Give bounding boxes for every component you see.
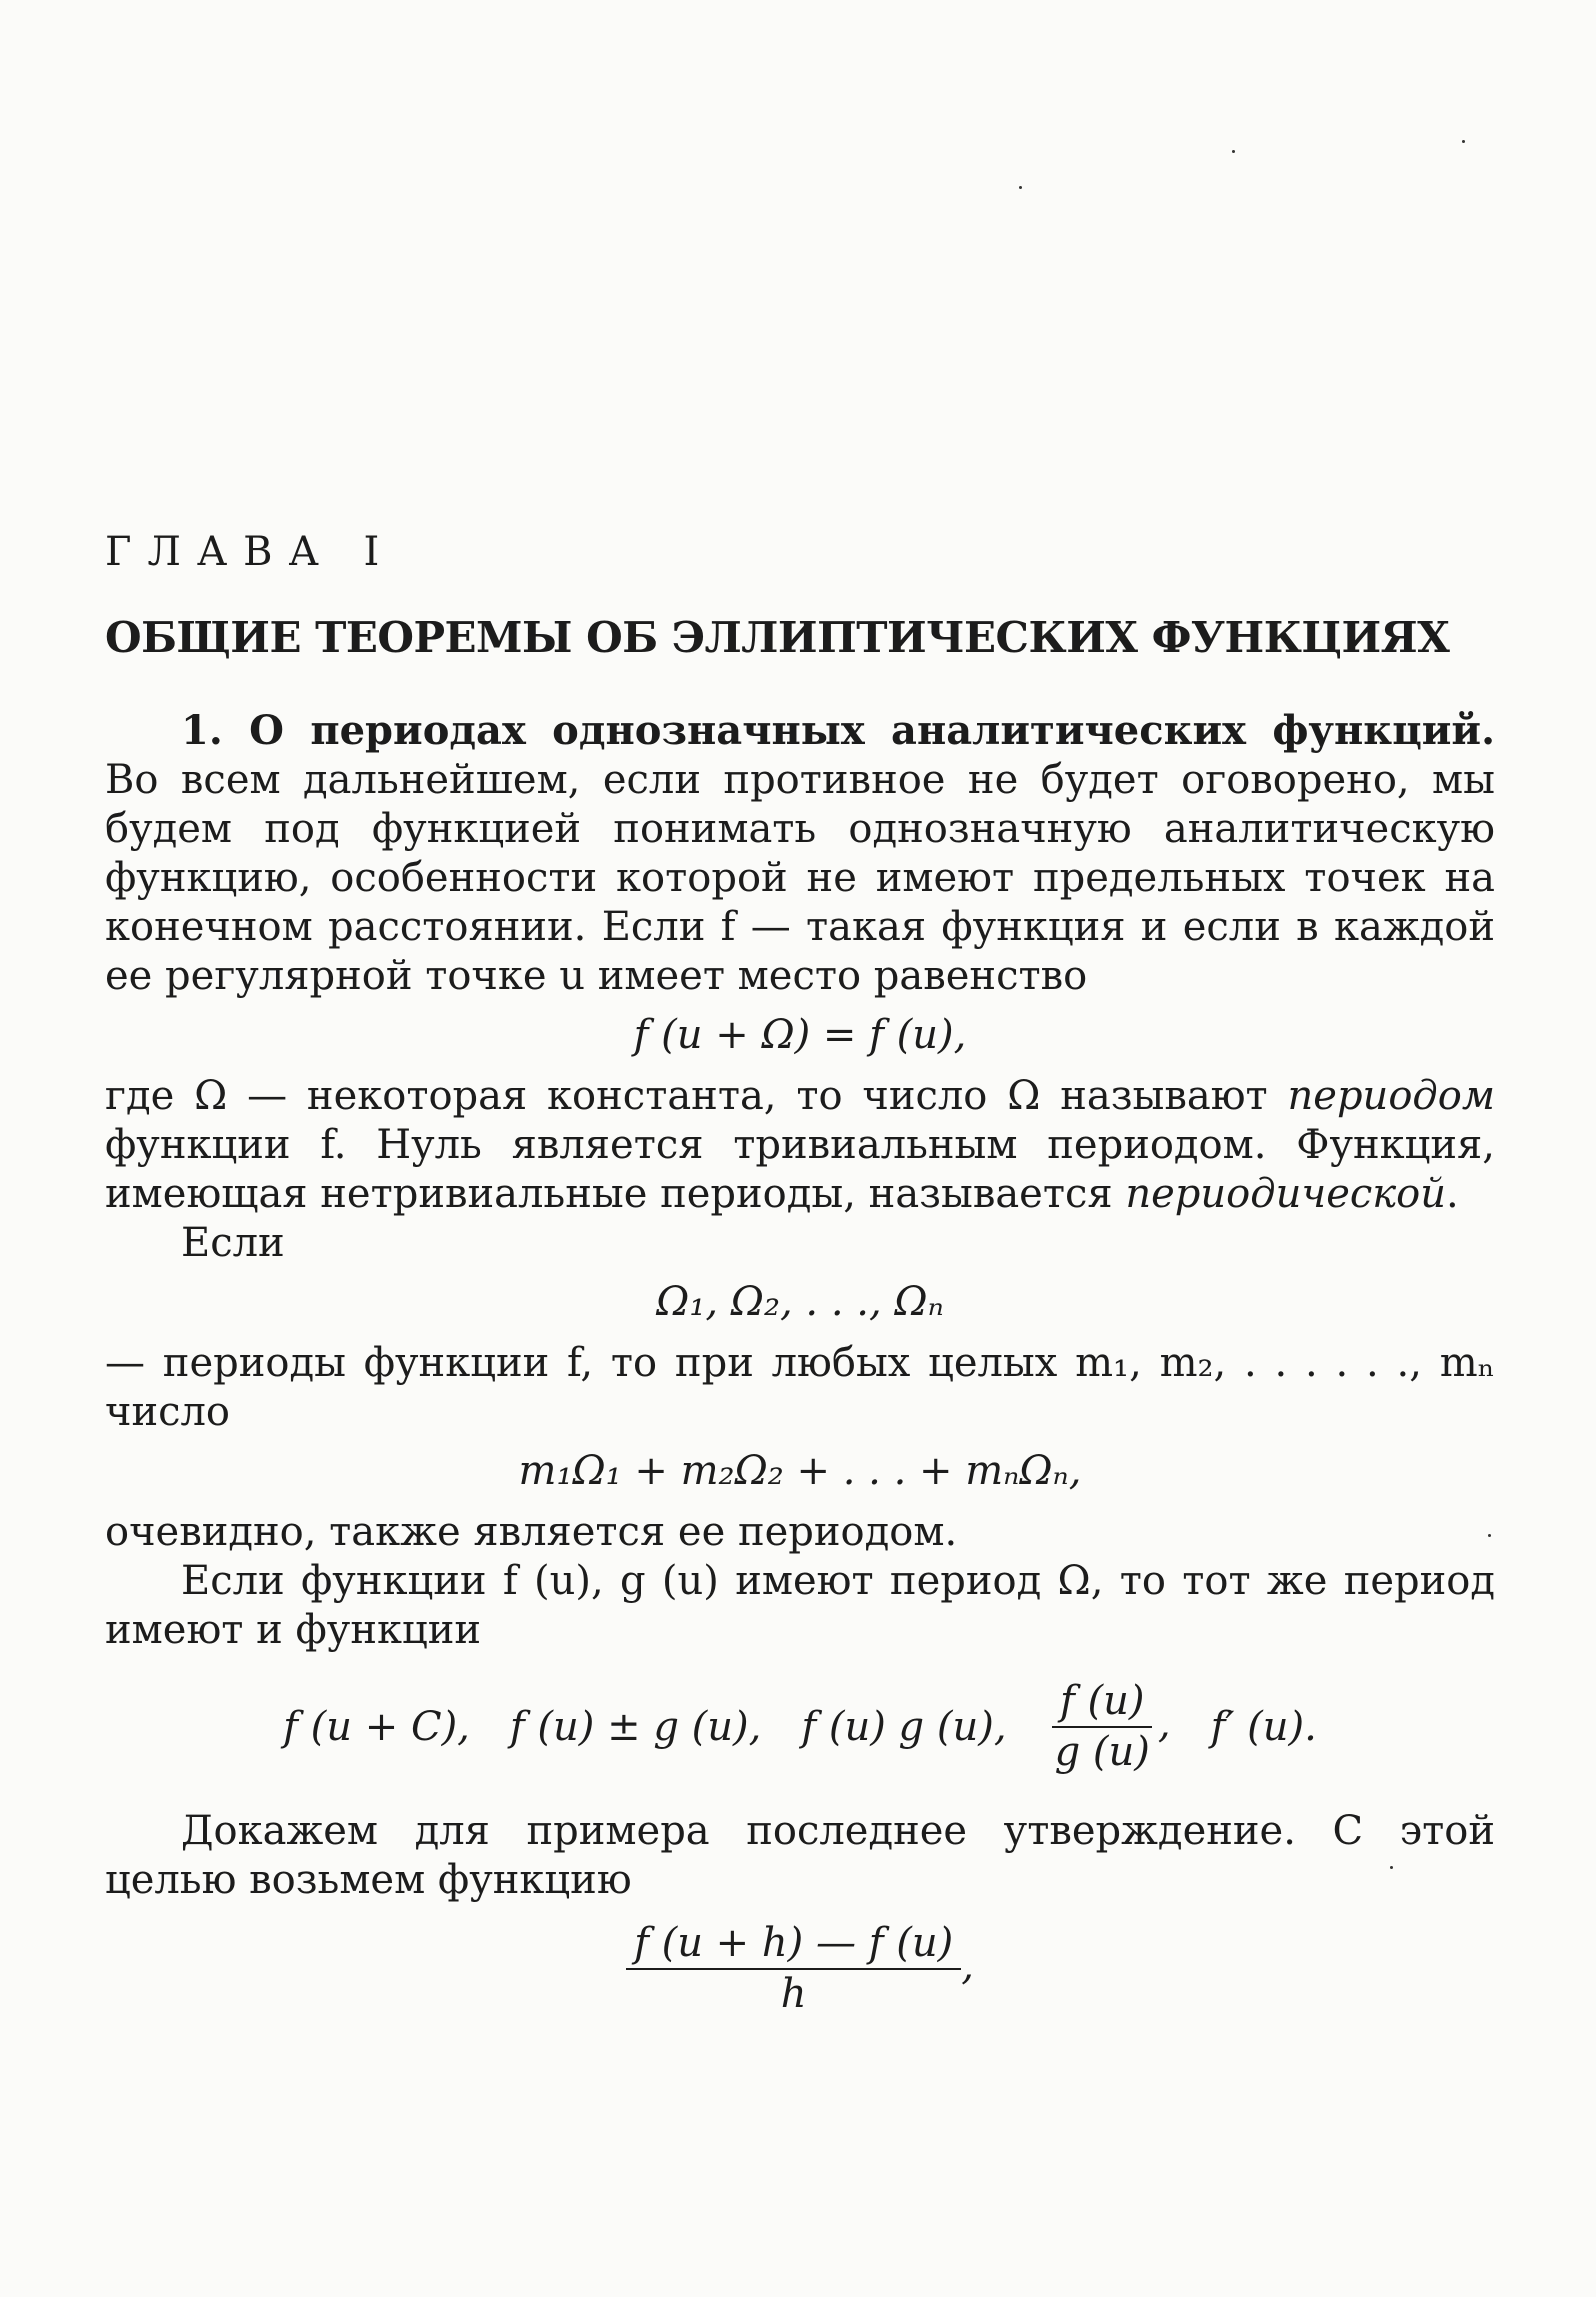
section-paragraph-5: очевидно, также является ее периодом. [105,1509,958,1555]
paragraph-text: где Ω — некоторая константа, то число Ω называют [105,1073,1288,1119]
scan-speck [1462,140,1465,143]
paragraph-text: функции f. Нуль является тривиальным периодом. Функция, имеющая нетривиальные периоды, называется [105,1122,1495,1217]
term-periodic: периодической [1125,1171,1447,1217]
formula-sum-diff: f (u) ± g (u), [509,1703,762,1750]
chapter-title: ОБЩИЕ ТЕОРЕМЫ ОБ ЭЛЛИПТИЧЕСКИХ ФУНКЦИЯХ [105,613,1450,662]
term-period: периодом [1287,1073,1495,1119]
formula-function-list [105,1677,1495,1777]
section-paragraph-6: Если функции f (u), g (u) имеют период Ω, то тот же период имеют и функции [105,1558,1495,1653]
formula-linear-combination: m₁Ω₁ + m₂Ω₂ + . . . + mₙΩₙ, [518,1448,1082,1494]
section-paragraph-2 [105,1072,1495,1219]
fraction-denominator: g (u) [1054,1729,1150,1775]
fraction-numerator: f (u + h) — f (u) [626,1919,961,1970]
paragraph-text: Во всем дальнейшем, если противное не будет оговорено, мы будем под функцией понимать однозначную аналитическую функцию, особенности которой не имеют предельных точек на конечном расстоянии. Если f — такая функция и если в каждой ее регулярной точке u имеет место равенство [105,757,1495,999]
fraction-separator: , [1157,1701,1171,1747]
formula-difference-quotient-expr [626,1919,974,2019]
scan-speck [1232,150,1235,153]
section-paragraph-4: — периоды функции f, то при любых целых m₁, m₂, . . . . . ., mₙ число [105,1340,1495,1435]
section-paragraph-7: Докажем для примера последнее утверждение. С этой целью возьмем функцию [105,1808,1495,1903]
fraction-numerator: f (u) [1052,1677,1153,1728]
formula-periodicity: f (u + Ω) = f (u), [633,1012,967,1058]
fraction-separator: , [961,1943,974,1989]
formula-derivative: f′ (u). [1210,1703,1317,1750]
section-paragraph-3: Если [181,1220,285,1266]
section-paragraph-1 [105,706,1495,1001]
fraction [626,1919,961,2019]
formula-shift: f (u + C), [283,1703,470,1750]
chapter-label: ГЛАВА I [105,529,396,575]
section-title: 1. О периодах однозначных аналитических функций. [181,707,1495,754]
scan-speck [1019,186,1022,189]
fraction-denominator: h [780,1971,807,2017]
formula-quotient [1047,1677,1171,1777]
formula-period-list: Ω₁, Ω₂, . . ., Ωₙ [656,1279,944,1325]
formula-difference-quotient [105,1919,1495,2019]
book-page [105,528,1495,2049]
paragraph-text: . [1446,1171,1459,1217]
fraction [1047,1677,1158,1777]
formula-product: f (u) g (u), [801,1703,1007,1750]
